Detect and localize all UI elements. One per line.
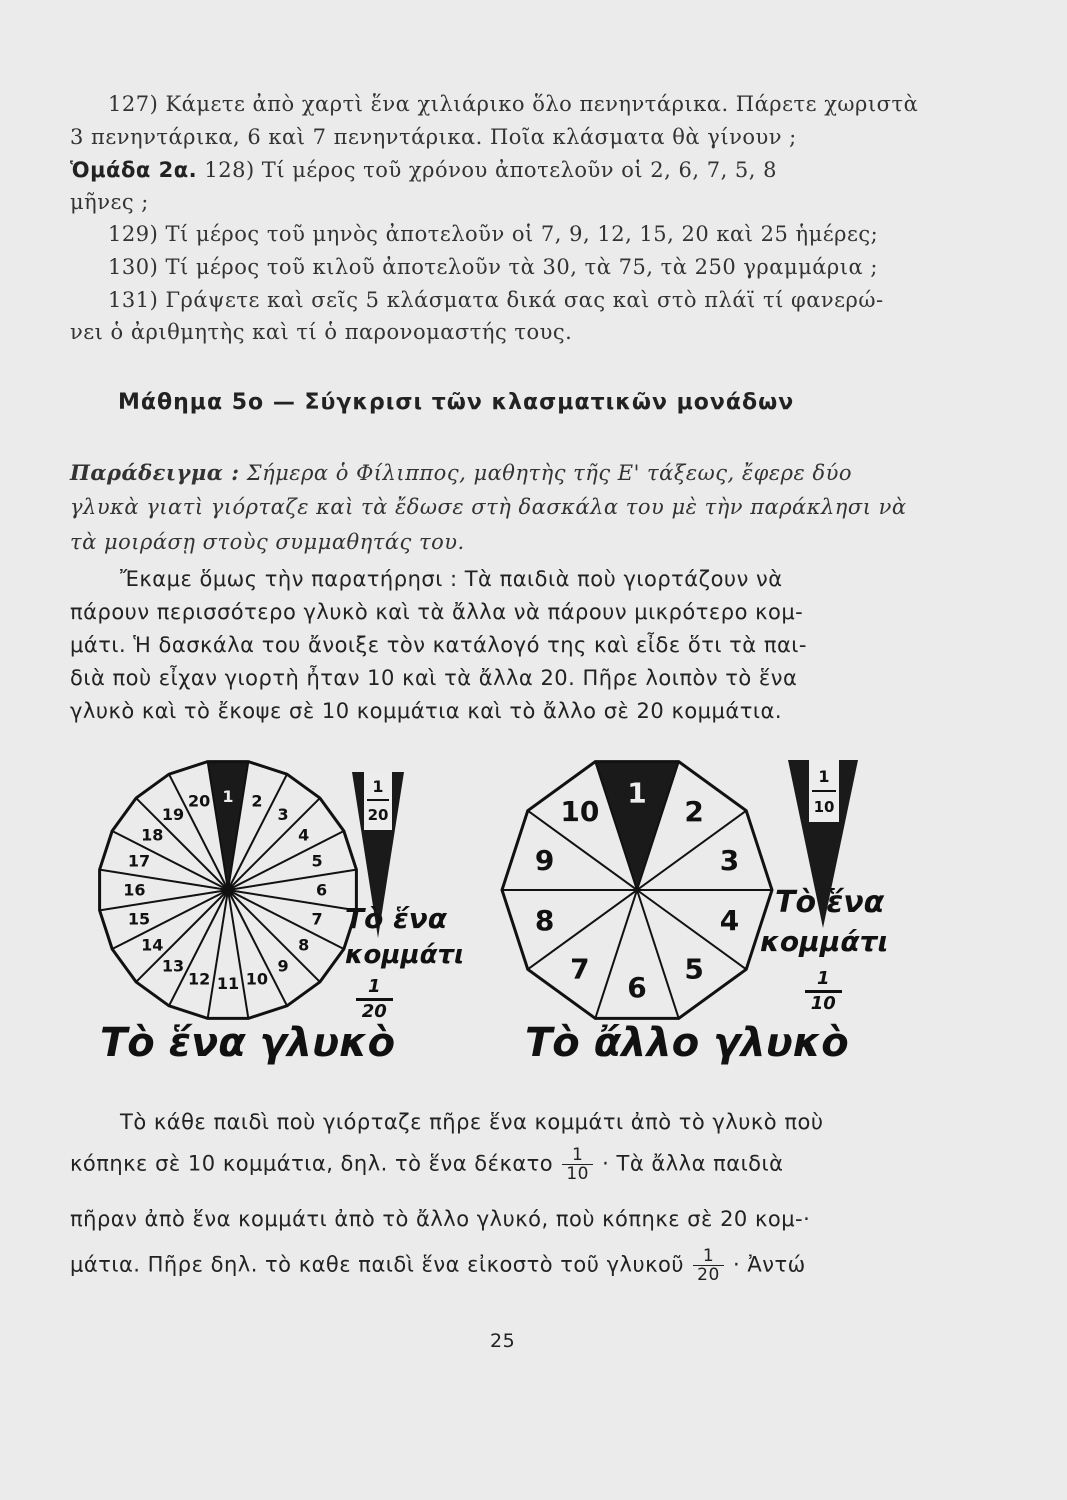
piece-number: 8 [534, 903, 555, 937]
closing-line3: πῆραν ἀπὸ ἕνα κομμάτι ἀπὸ τὸ ἄλλο γλυκό, ποὺ κόπηκε σὲ 20 κομ-· [70, 1207, 811, 1231]
exercise-129: 129) Τί μέρος τοῦ μηνὸς ἀποτελοῦν οἱ 7, 9, 12, 15, 20 καὶ 25 ἡμέρες; [108, 222, 879, 246]
closing-line4-a: μάτια. Πῆρε δηλ. τὸ καθε παιδὶ ἕνα εἰκοστὸ τοῦ γλυκοῦ [70, 1252, 684, 1277]
frac-den: 20 [697, 1265, 720, 1285]
left-piece-frac-num: 1 [356, 976, 393, 1001]
piece-number: 2 [251, 791, 263, 811]
group-label: Ὁμάδα 2α. [70, 158, 198, 182]
closing-line4-b: · Ἀντώ [733, 1252, 806, 1277]
left-piece-frac-den: 20 [361, 1001, 387, 1022]
example-line2: γλυκὰ γιατὶ γιόρταζε καὶ τὰ ἔδωσε στὴ δασκάλα του μὲ τὴν παράκλησι νὰ [70, 495, 907, 519]
lesson-number: Μάθημα 5ο [118, 390, 265, 415]
frac-den: 10 [566, 1164, 589, 1184]
piece-number: 7 [570, 952, 590, 986]
piece-number: 16 [123, 880, 146, 900]
piece-number: 3 [277, 804, 289, 824]
closing-line1: Τὸ κάθε παιδὶ ποὺ γιόρταζε πῆρε ἕνα κομμάτι ἀπὸ τὸ γλυκὸ ποὺ [120, 1110, 824, 1134]
paragraph-line1: Ἔκαμε ὅμως τὴν παρατήρησι : Τὰ παιδιὰ ποὺ γιορτάζουν νὰ [120, 567, 783, 591]
closing-line2 [70, 1146, 783, 1183]
left-wedge-num: 1 [372, 777, 384, 796]
exercise-127-line1: 127) Κάμετε ἀπὸ χαρτὶ ἕνα χιλιάρικο ὅλο πενηντάρικα. Πάρετε χωριστὰ [108, 92, 919, 116]
piece-number: 9 [277, 956, 289, 976]
left-wedge-den: 20 [367, 806, 389, 824]
piece-number: 6 [316, 880, 328, 900]
piece-number: 17 [127, 851, 151, 871]
exercise-128-line [70, 158, 777, 182]
piece-number: 2 [684, 795, 704, 829]
paragraph-line3: μάτι. Ἡ δασκάλα του ἄνοιξε τὸν κατάλογό της καὶ εἶδε ὅτι τὰ παι- [70, 633, 807, 657]
right-piece-label2: κομμάτι [760, 925, 889, 958]
piece-number: 14 [141, 935, 164, 955]
shaded-piece [208, 762, 249, 890]
exercise-131-line2: νει ὁ ἀριθμητὴς καὶ τί ὁ παρονομαστής τους. [70, 320, 573, 344]
piece-number: 5 [311, 851, 323, 871]
right-wedge-num: 1 [818, 767, 830, 786]
lesson-heading [118, 390, 794, 415]
piece-number: 12 [187, 969, 211, 989]
piece-number: 7 [311, 909, 323, 929]
left-cake-20-pieces [100, 762, 357, 1019]
right-piece-frac-den: 10 [810, 993, 836, 1014]
lesson-title: Σύγκρισι τῶν κλασματικῶν μονάδων [304, 390, 795, 415]
example-label: Παράδειγμα : [70, 460, 240, 485]
frac-num: 1 [693, 1247, 724, 1266]
left-piece-label2: κομμάτι [345, 940, 465, 970]
piece-number: 11 [216, 974, 240, 994]
paragraph-line5: γλυκὸ καὶ τὸ ἔκοψε σὲ 10 κομμάτια καὶ τὸ ἄλλο σὲ 20 κομμάτια. [70, 699, 782, 723]
right-piece-label1: Τὸ ἕνα [775, 885, 885, 920]
right-wedge-den: 10 [813, 798, 835, 816]
piece-number: 4 [719, 903, 740, 937]
piece-number: 15 [127, 909, 151, 929]
piece-number: 6 [627, 971, 647, 1004]
frac-num: 1 [562, 1146, 593, 1165]
piece-number: 9 [534, 843, 555, 877]
exercise-127-line2: 3 πενηντάρικα, 6 καὶ 7 πενηντάρικα. Ποῖα κλάσματα θὰ γίνουν ; [70, 125, 797, 149]
piece-number: 18 [141, 825, 164, 845]
piece-number: 1 [627, 776, 647, 810]
piece-number: 19 [161, 804, 185, 824]
piece-number: 13 [161, 956, 185, 976]
right-piece-frac-num: 1 [805, 968, 842, 993]
piece-number: 1 [222, 787, 234, 806]
piece-number: 8 [298, 935, 310, 955]
piece-number: 5 [684, 952, 704, 986]
exercise-131-line1: 131) Γράψετε καὶ σεῖς 5 κλάσματα δικά σας καὶ στὸ πλάϊ τί φανερώ- [108, 288, 884, 312]
page-number: 25 [490, 1330, 516, 1352]
lesson-dash: — [272, 390, 296, 415]
exercise-130: 130) Τί μέρος τοῦ κιλοῦ ἀποτελοῦν τὰ 30, τὰ 75, τὰ 250 γραμμάρια ; [108, 255, 878, 279]
fraction-one-twentieth [693, 1247, 724, 1284]
closing-line4 [70, 1247, 806, 1284]
piece-number: 10 [560, 795, 600, 829]
piece-number: 3 [719, 843, 740, 877]
exercise-128-cont: μῆνες ; [70, 190, 149, 214]
piece-number: 10 [245, 969, 269, 989]
example-line1 [70, 460, 852, 485]
right-piece-fraction [805, 968, 842, 1015]
left-piece-fraction [356, 976, 393, 1023]
closing-line2-a: κόπηκε σὲ 10 κομμάτια, δηλ. τὸ ἕνα δέκατο [70, 1151, 554, 1176]
left-cake-caption: Τὸ ἕνα γλυκὸ [100, 1020, 396, 1066]
paragraph-line4: διὰ ποὺ εἶχαν γιορτὴ ἦταν 10 καὶ τὰ ἄλλα 20. Πῆρε λοιπὸν τὸ ἕνα [70, 666, 798, 690]
example-line3: τὰ μοιράσῃ στοὺς συμμαθητάς του. [70, 530, 465, 554]
piece-number: 4 [298, 825, 310, 845]
closing-line2-b: · Τὰ ἄλλα παιδιὰ [602, 1151, 784, 1176]
right-cake-10-pieces [502, 762, 772, 1019]
paragraph-line2: πάρουν περισσότερο γλυκὸ καὶ τὰ ἄλλα νὰ πάρουν μικρότερο κομ- [70, 600, 804, 624]
right-cake-caption: Τὸ ἄλλο γλυκὸ [525, 1020, 849, 1066]
left-piece-label1: Τὸ ἕνα [345, 902, 447, 935]
cake-figure [0, 760, 1067, 1160]
piece-number: 20 [187, 791, 211, 811]
exercise-128-text: 128) Τί μέρος τοῦ χρόνου ἀποτελοῦν οἱ 2, 6, 7, 5, 8 [204, 158, 777, 182]
fraction-one-tenth [562, 1146, 593, 1183]
example-text1: Σήμερα ὁ Φίλιππος, μαθητὴς τῆς Ε' τάξεως, ἔφερε δύο [246, 461, 852, 485]
